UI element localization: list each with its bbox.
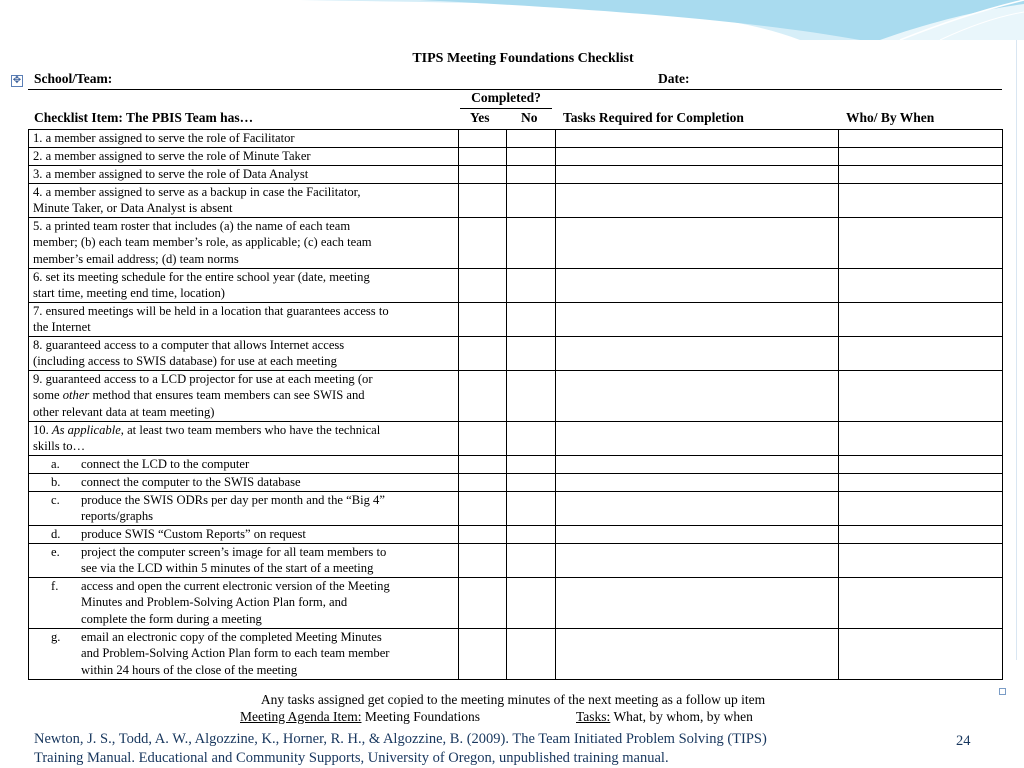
table-move-handle-icon[interactable]: ✥ — [12, 75, 22, 86]
who-cell[interactable] — [839, 269, 1003, 303]
subitem-line: access and open the current electronic version of the Meeting — [81, 579, 390, 593]
table-row — [29, 337, 1003, 371]
subitem-line: produce SWIS “Custom Reports” on request — [81, 527, 306, 541]
checklist-item — [29, 166, 459, 184]
subitem-text — [81, 526, 449, 542]
no-cell[interactable] — [507, 184, 556, 218]
checklist-subitem — [29, 456, 459, 474]
document-title: TIPS Meeting Foundations Checklist — [412, 51, 634, 66]
subitem-text — [81, 544, 449, 577]
checklist-item — [29, 130, 459, 148]
no-cell[interactable] — [507, 578, 556, 629]
tasks-cell[interactable] — [556, 629, 839, 680]
follow-up-note: Any tasks assigned get copied to the meeting minutes of the next meeting as a follow up item — [260, 692, 766, 707]
checklist-subitem — [29, 492, 459, 526]
table-row — [29, 303, 1003, 337]
yes-cell[interactable] — [459, 474, 507, 492]
who-cell[interactable] — [839, 474, 1003, 492]
item-line: member; (b) each team member’s role, as applicable; (c) each team — [33, 235, 372, 250]
who-cell[interactable] — [839, 148, 1003, 166]
item-line: some other method that ensures team members can see SWIS and — [33, 388, 365, 403]
item-line: other relevant data at team meeting) — [33, 404, 215, 419]
tasks-cell[interactable] — [556, 337, 839, 371]
subitem-text — [81, 456, 449, 472]
no-cell[interactable] — [507, 218, 556, 269]
checklist-subitem — [29, 526, 459, 544]
tasks-cell[interactable] — [556, 269, 839, 303]
yes-header: Yes — [470, 110, 490, 125]
who-cell[interactable] — [839, 130, 1003, 148]
who-cell[interactable] — [839, 526, 1003, 544]
checklist-item — [29, 218, 459, 269]
who-cell[interactable] — [839, 456, 1003, 474]
subitem-line: reports/graphs — [81, 509, 154, 524]
who-cell[interactable] — [839, 166, 1003, 184]
checklist-item — [29, 422, 459, 456]
no-cell[interactable] — [507, 337, 556, 371]
who-cell[interactable] — [839, 544, 1003, 578]
agenda-value: Meeting Foundations — [361, 709, 480, 724]
table-row — [29, 474, 1003, 492]
who-cell[interactable] — [839, 303, 1003, 337]
yes-cell[interactable] — [459, 422, 507, 456]
item-line: member’s email address; (d) team norms — [33, 251, 239, 266]
checklist-item-header: Checklist Item: The PBIS Team has… — [34, 110, 254, 125]
item-line: the Internet — [33, 320, 91, 335]
tasks-label: Tasks: — [576, 709, 611, 724]
item-line: 10. As applicable, at least two team members who have the technical — [33, 423, 381, 437]
subitem-letter: a. — [51, 457, 60, 471]
item-line: 6. set its meeting schedule for the entire school year (date, meeting — [33, 270, 370, 284]
subitem-letter: g. — [51, 630, 61, 644]
citation — [34, 730, 914, 767]
tasks-cell[interactable] — [556, 184, 839, 218]
no-cell[interactable] — [507, 629, 556, 680]
item-line: 7. ensured meetings will be held in a location that guarantees access to — [33, 304, 389, 318]
subitem-line: and Problem-Solving Action Plan form to each team member — [81, 646, 390, 661]
who-cell[interactable] — [839, 492, 1003, 526]
table-row — [29, 456, 1003, 474]
checklist-item — [29, 148, 459, 166]
yes-cell[interactable] — [459, 130, 507, 148]
tasks-cell[interactable] — [556, 130, 839, 148]
no-cell[interactable] — [507, 303, 556, 337]
who-cell[interactable] — [839, 422, 1003, 456]
who-cell[interactable] — [839, 184, 1003, 218]
table-row — [29, 269, 1003, 303]
yes-cell[interactable] — [459, 456, 507, 474]
tasks-cell[interactable] — [556, 578, 839, 629]
yes-cell[interactable] — [459, 337, 507, 371]
tasks-cell[interactable] — [556, 371, 839, 422]
tasks-header: Tasks Required for Completion — [563, 110, 744, 125]
yes-cell[interactable] — [459, 544, 507, 578]
subitem-letter: b. — [51, 475, 61, 489]
table-row — [29, 218, 1003, 269]
checklist-subitem — [29, 578, 459, 629]
checklist-item — [29, 371, 459, 422]
who-cell[interactable] — [839, 629, 1003, 680]
date-label: Date: — [658, 71, 690, 86]
no-cell[interactable] — [507, 269, 556, 303]
checklist-item — [29, 184, 459, 218]
school-team-label: School/Team: — [34, 71, 113, 86]
table-row — [29, 526, 1003, 544]
yes-cell[interactable] — [459, 303, 507, 337]
item-line: 5. a printed team roster that includes (a) the name of each team — [33, 219, 351, 233]
yes-cell[interactable] — [459, 371, 507, 422]
table-row — [29, 629, 1003, 680]
subitem-line: email an electronic copy of the completed Meeting Minutes — [81, 630, 382, 644]
item-line: 2. a member assigned to serve the role of Minute Taker — [33, 149, 311, 163]
who-cell[interactable] — [839, 371, 1003, 422]
table-row — [29, 184, 1003, 218]
subitem-line: produce the SWIS ODRs per day per month and the “Big 4” — [81, 493, 385, 507]
yes-cell[interactable] — [459, 218, 507, 269]
tasks-value: What, by whom, by when — [610, 709, 753, 724]
tasks-cell[interactable] — [556, 474, 839, 492]
tasks-cell[interactable] — [556, 544, 839, 578]
who-cell[interactable] — [839, 218, 1003, 269]
tasks-item — [576, 709, 753, 725]
yes-cell[interactable] — [459, 578, 507, 629]
subitem-line: within 24 hours of the close of the meeting — [81, 662, 298, 677]
checklist-item — [29, 269, 459, 303]
item-line: start time, meeting end time, location) — [33, 286, 225, 301]
item-line: Minute Taker, or Data Analyst is absent — [33, 201, 233, 216]
checklist-subitem — [29, 544, 459, 578]
item-line: skills to… — [33, 439, 86, 454]
yes-cell[interactable] — [459, 269, 507, 303]
citation-line-2: Training Manual. Educational and Community Supports, University of Oregon, unpublished training manual. — [34, 749, 669, 766]
completed-header: Completed? — [471, 90, 541, 105]
yes-cell[interactable] — [459, 526, 507, 544]
subitem-line: Minutes and Problem-Solving Action Plan form, and — [81, 595, 348, 610]
tasks-cell[interactable] — [556, 303, 839, 337]
yes-cell[interactable] — [459, 492, 507, 526]
tasks-cell[interactable] — [556, 218, 839, 269]
yes-cell[interactable] — [459, 184, 507, 218]
tasks-cell[interactable] — [556, 492, 839, 526]
item-line: 8. guaranteed access to a computer that allows Internet access — [33, 338, 345, 352]
subitem-letter: f. — [51, 579, 59, 593]
subitem-line: connect the computer to the SWIS database — [81, 475, 301, 489]
item-line: 1. a member assigned to serve the role of Facilitator — [33, 131, 295, 145]
subitem-letter: c. — [51, 493, 60, 507]
checklist-item — [29, 303, 459, 337]
checklist-item — [29, 337, 459, 371]
subitem-line: see via the LCD within 5 minutes of the start of a meeting — [81, 561, 374, 576]
no-cell[interactable] — [507, 422, 556, 456]
item-line: 3. a member assigned to serve the role of Data Analyst — [33, 167, 309, 181]
table-row — [29, 148, 1003, 166]
checklist-subitem — [29, 629, 459, 680]
subitem-line: project the computer screen’s image for all team members to — [81, 545, 387, 559]
completed-header-rule — [460, 108, 552, 109]
subitem-text — [81, 492, 449, 525]
yes-cell[interactable] — [459, 166, 507, 184]
subitem-line: connect the LCD to the computer — [81, 457, 250, 471]
item-line: 4. a member assigned to serve as a backup in case the Facilitator, — [33, 185, 361, 199]
who-header: Who/ By When — [846, 110, 935, 125]
subitem-text — [81, 578, 449, 627]
yes-cell[interactable] — [459, 148, 507, 166]
no-cell[interactable] — [507, 130, 556, 148]
table-row — [29, 492, 1003, 526]
table-row — [29, 166, 1003, 184]
slide-border-line — [1016, 40, 1017, 660]
subitem-letter: d. — [51, 527, 61, 541]
subitem-text — [81, 629, 449, 678]
table-resize-handle-icon[interactable] — [999, 688, 1006, 695]
page-number: 24 — [956, 733, 971, 749]
table-row — [29, 130, 1003, 148]
item-line: 9. guaranteed access to a LCD projector for use at each meeting (or — [33, 372, 373, 386]
who-cell[interactable] — [839, 337, 1003, 371]
table-row — [29, 422, 1003, 456]
header-wave-decoration — [0, 0, 1024, 40]
no-cell[interactable] — [507, 492, 556, 526]
no-cell[interactable] — [507, 148, 556, 166]
table-row — [29, 578, 1003, 629]
agenda-label: Meeting Agenda Item: — [240, 709, 362, 724]
no-cell[interactable] — [507, 456, 556, 474]
tasks-cell[interactable] — [556, 456, 839, 474]
subitem-text — [81, 474, 449, 490]
subitem-letter: e. — [51, 545, 60, 559]
no-cell[interactable] — [507, 544, 556, 578]
no-header: No — [521, 110, 538, 125]
checklist-subitem — [29, 474, 459, 492]
table-row — [29, 371, 1003, 422]
table-row — [29, 544, 1003, 578]
tasks-cell[interactable] — [556, 526, 839, 544]
no-cell[interactable] — [507, 526, 556, 544]
no-cell[interactable] — [507, 474, 556, 492]
tasks-cell[interactable] — [556, 166, 839, 184]
item-line: (including access to SWIS database) for use at each meeting — [33, 354, 337, 369]
tasks-cell[interactable] — [556, 422, 839, 456]
no-cell[interactable] — [507, 166, 556, 184]
citation-line-1: Newton, J. S., Todd, A. W., Algozzine, K., Horner, R. H., & Algozzine, B. (2009). The Team Initiated Problem Solving (TIPS) — [34, 731, 767, 747]
subitem-line: complete the form during a meeting — [81, 611, 262, 626]
tasks-cell[interactable] — [556, 148, 839, 166]
checklist-table — [28, 129, 1003, 680]
no-cell[interactable] — [507, 371, 556, 422]
agenda-item — [240, 709, 480, 725]
who-cell[interactable] — [839, 578, 1003, 629]
yes-cell[interactable] — [459, 629, 507, 680]
